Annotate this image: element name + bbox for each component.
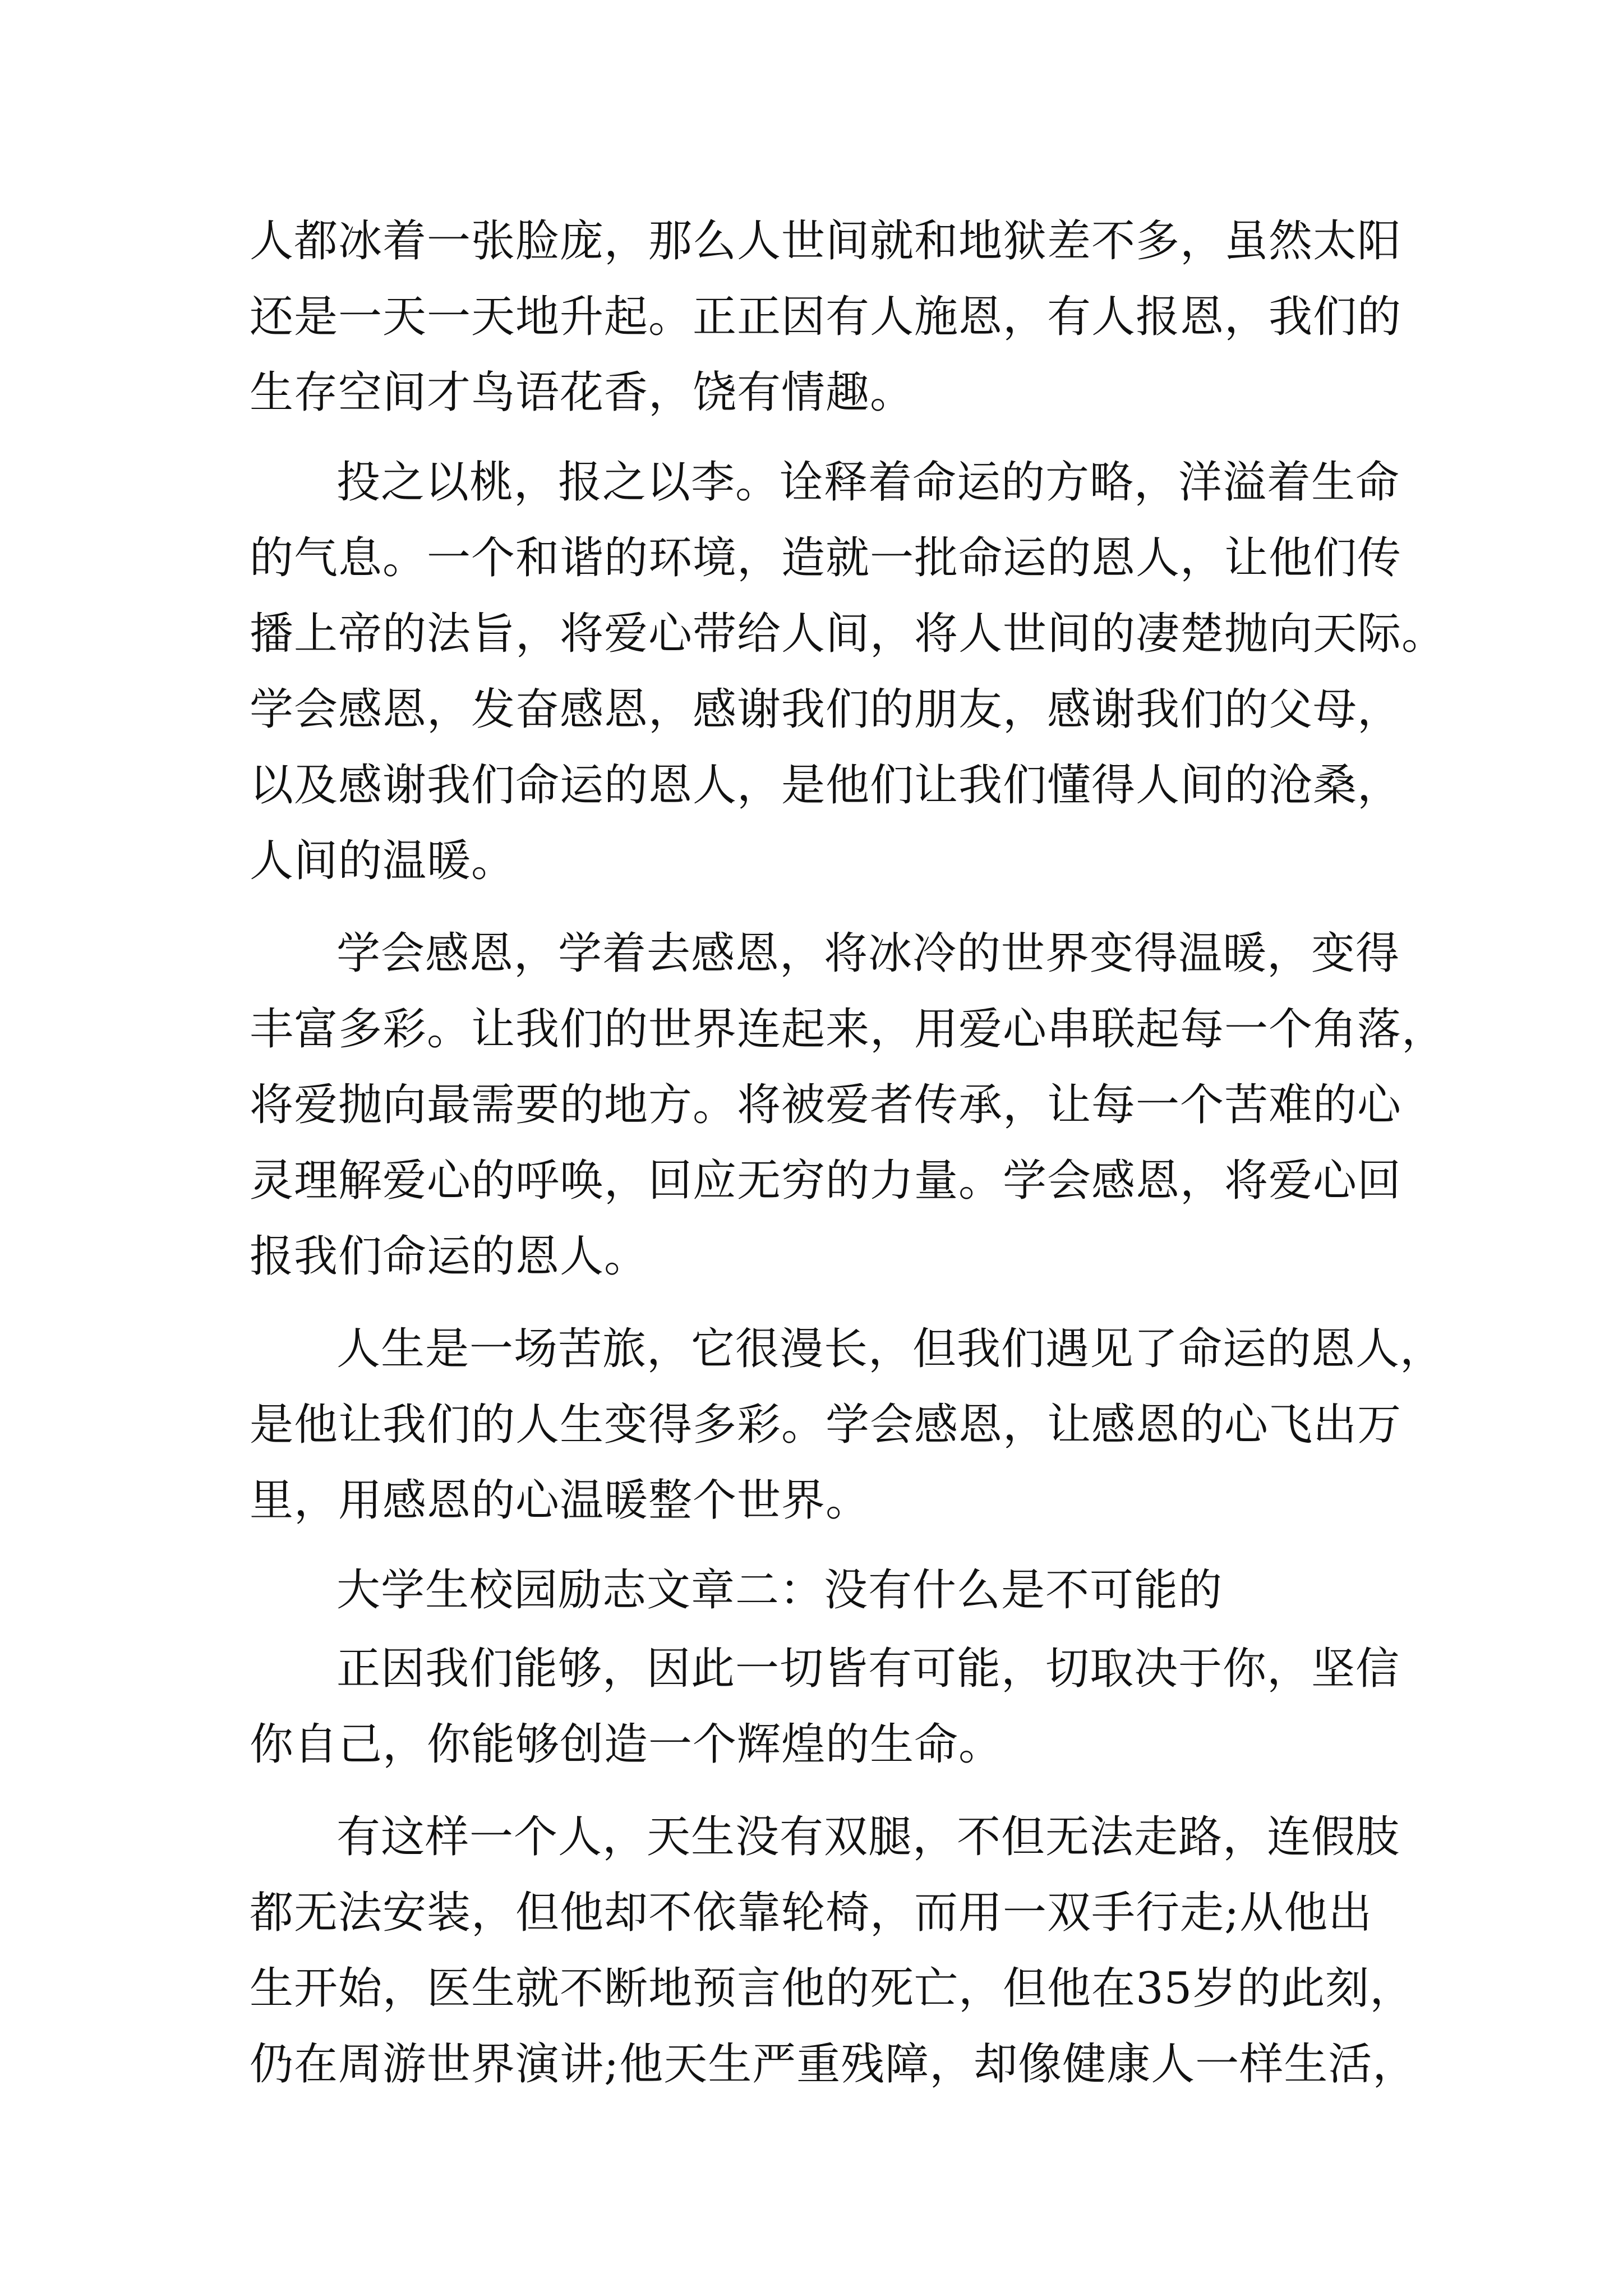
- text-line: 生存空间才鸟语花香，饶有情趣。: [250, 367, 915, 418]
- section-heading: 大学生校园励志文章二：没有什么是不可能的: [336, 1565, 1223, 1616]
- text-line: 人都冰着一张脸庞，那么人世间就和地狱差不多，虽然太阳: [250, 216, 1402, 266]
- text-line: 人间的温暖。: [250, 836, 516, 886]
- text-line: 的气息。一个和谐的环境，造就一批命运的恩人，让他们传: [250, 533, 1402, 583]
- text-line: 将爱抛向最需要的地方。将被爱者传承，让每一个苦难的心: [250, 1080, 1402, 1130]
- text-line: 以及感谢我们命运的恩人，是他们让我们懂得人间的沧桑，: [250, 760, 1402, 811]
- text-line: 学会感恩，发奋感恩，感谢我们的朋友，感谢我们的父母，: [250, 684, 1402, 735]
- text-line: 播上帝的法旨，将爱心带给人间，将人世间的凄楚抛向天际。: [250, 609, 1446, 659]
- text-line: 你自己，你能够创造一个辉煌的生命。: [250, 1719, 1003, 1770]
- text-line: 报我们命运的恩人。: [250, 1231, 649, 1282]
- text-line: 丰富多彩。让我们的世界连起来，用爱心串联起每一个角落，: [250, 1004, 1446, 1055]
- text-line: 是他让我们的人生变得多彩。学会感恩，让感恩的心飞出万: [250, 1400, 1402, 1450]
- text-line: 仍在周游世界演讲;他天生严重残障，却像健康人一样生活，: [250, 2039, 1417, 2090]
- text-line: 灵理解爱心的呼唤，回应无穷的力量。学会感恩，将爱心回: [250, 1156, 1402, 1206]
- text-line: 还是一天一天地升起。正正因有人施恩，有人报恩，我们的: [250, 292, 1402, 342]
- text-line: 都无法安装，但他却不依靠轮椅，而用一双手行走;从他出: [250, 1888, 1373, 1938]
- text-line: 里，用感恩的心温暖整个世界。: [250, 1475, 870, 1526]
- paragraph-start-line: 有这样一个人，天生没有双腿，不但无法走路，连假肢: [336, 1812, 1400, 1862]
- paragraph-start-line: 学会感恩，学着去感恩，将冰冷的世界变得温暖，变得: [336, 928, 1400, 979]
- text-line: 生开始，医生就不断地预言他的死亡，但他在35岁的此刻，: [250, 1963, 1414, 2014]
- paragraph-start-line: 正因我们能够，因此一切皆有可能，切取决于你，坚信: [336, 1644, 1400, 1694]
- paragraph-start-line: 投之以桃，报之以李。诠释着命运的方略，洋溢着生命: [336, 457, 1400, 508]
- paragraph-start-line: 人生是一场苦旅，它很漫长，但我们遇见了命运的恩人，: [336, 1324, 1445, 1374]
